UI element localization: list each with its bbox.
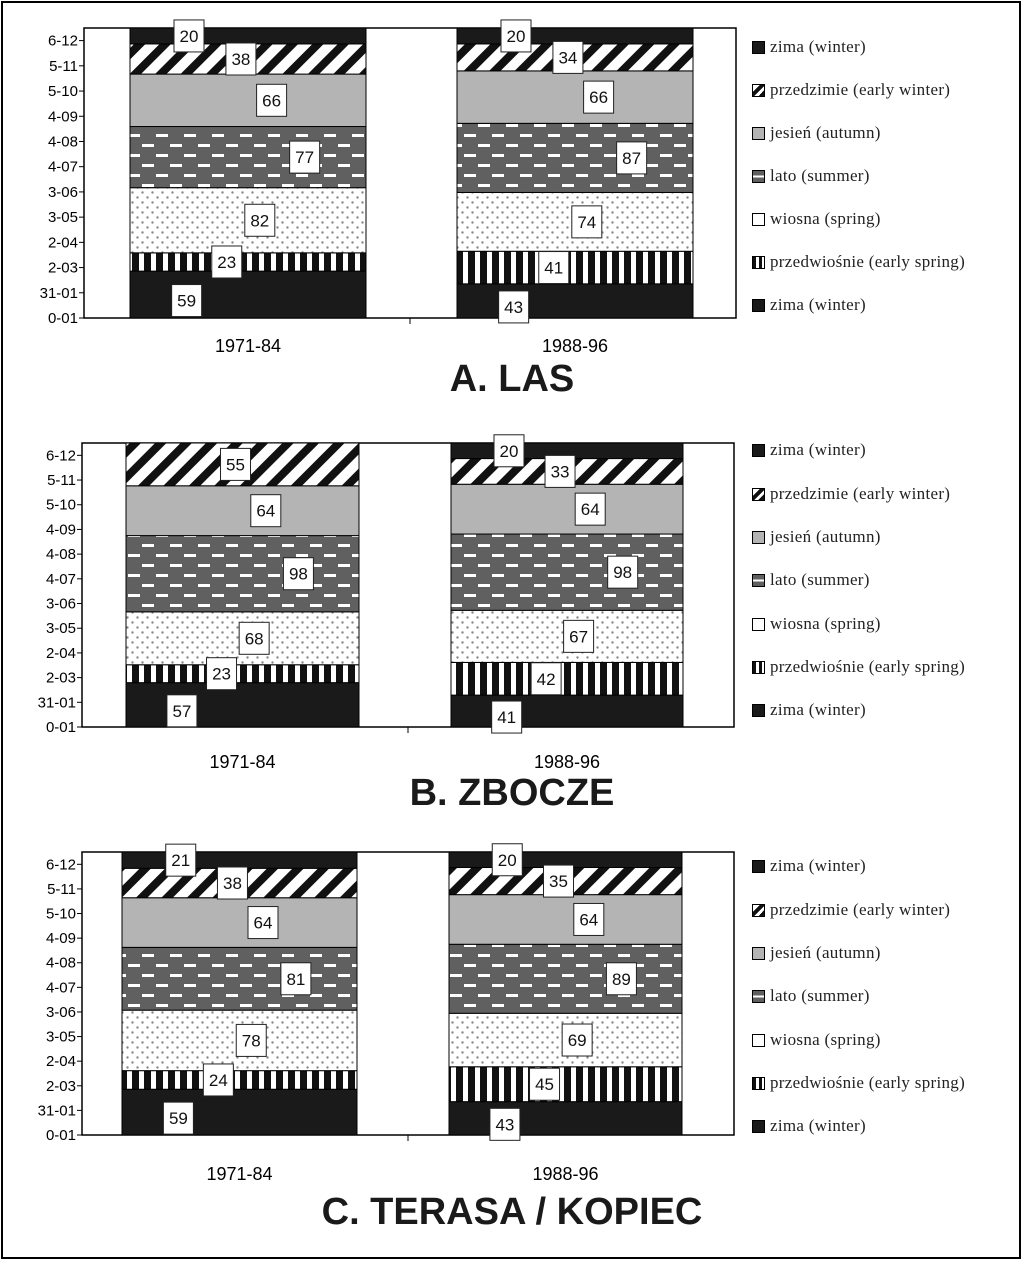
bar-segment-summer xyxy=(457,123,693,192)
legend-label: zima (winter) xyxy=(770,37,866,56)
legend-label: przedwiośnie (early spring) xyxy=(770,657,966,676)
legend-swatch xyxy=(752,574,765,587)
legend-swatch xyxy=(752,661,765,674)
legend-item xyxy=(752,985,870,1007)
legend-label: przedwiośnie (early spring) xyxy=(770,1073,966,1092)
y-tick-label: 3-06 xyxy=(45,1003,76,1021)
x-category-label: 1971-84 xyxy=(206,1164,273,1184)
bar-segment-winter-start xyxy=(122,1089,357,1135)
data-label: 57 xyxy=(172,701,192,721)
y-tick-label: 4-07 xyxy=(45,570,76,588)
legend-item xyxy=(752,36,866,58)
legend-item xyxy=(752,1115,866,1137)
data-label: 41 xyxy=(544,258,564,278)
bar-segment-early-spring xyxy=(457,251,693,284)
y-tick-label: 5-10 xyxy=(45,905,76,923)
data-label: 21 xyxy=(171,851,191,871)
legend-item xyxy=(752,251,965,273)
y-tick-label: 0-01 xyxy=(45,1127,76,1144)
bar-segment-autumn xyxy=(130,74,366,126)
y-tick-label: 0-01 xyxy=(45,719,76,736)
y-tick-label: 4-09 xyxy=(45,521,76,539)
data-label: 23 xyxy=(217,252,237,272)
y-tick-label: 3-05 xyxy=(45,1028,76,1046)
legend-swatch xyxy=(752,1034,765,1047)
panel-c xyxy=(0,830,1024,1260)
y-tick-label: 4-09 xyxy=(45,930,76,948)
panel-title: C. TERASA / KOPIEC xyxy=(321,1191,703,1233)
legend-item xyxy=(752,165,870,187)
bar-segment-autumn xyxy=(457,71,693,123)
data-label: 20 xyxy=(499,441,519,461)
y-tick-label: 2-03 xyxy=(47,259,78,277)
legend-swatch xyxy=(752,947,765,960)
data-label: 24 xyxy=(208,1070,228,1090)
x-category-label: 1988-96 xyxy=(533,752,601,772)
legend-item xyxy=(752,526,881,548)
data-label: 98 xyxy=(613,563,633,583)
x-category-label: 1988-96 xyxy=(532,1164,599,1184)
legend-swatch xyxy=(752,990,765,1003)
legend-swatch xyxy=(752,170,765,183)
data-label: 77 xyxy=(295,148,315,168)
legend-swatch xyxy=(752,41,765,54)
legend-item xyxy=(752,1029,881,1051)
data-label: 20 xyxy=(506,26,526,46)
legend-label: lato (summer) xyxy=(770,166,870,185)
legend-item xyxy=(752,942,881,964)
y-tick-label: 4-08 xyxy=(45,546,76,564)
legend-swatch xyxy=(752,299,765,312)
legend-item xyxy=(752,79,950,101)
panel-title: B. ZBOCZE xyxy=(409,772,615,814)
bar-segment-autumn xyxy=(122,898,357,948)
legend-label: zima (winter) xyxy=(770,440,866,459)
y-tick-label: 5-10 xyxy=(45,496,76,514)
legend-item xyxy=(752,439,866,461)
legend-label: zima (winter) xyxy=(770,1116,866,1135)
legend-label: przedzimie (early winter) xyxy=(770,900,951,919)
y-tick-label: 4-07 xyxy=(45,979,76,997)
y-tick-label: 31-01 xyxy=(37,694,76,712)
data-label: 41 xyxy=(497,708,517,728)
legend-item xyxy=(752,613,881,635)
data-label: 82 xyxy=(250,211,270,231)
legend-item xyxy=(752,483,950,505)
legend-item xyxy=(752,208,881,230)
y-tick-label: 5-11 xyxy=(49,57,78,75)
data-label: 64 xyxy=(256,501,276,521)
bar-segment-early-spring xyxy=(451,662,683,695)
legend-swatch xyxy=(752,904,765,917)
bar-segment-summer xyxy=(130,127,366,188)
legend-label: wiosna (spring) xyxy=(770,1030,881,1049)
legend-item xyxy=(752,656,965,678)
bar-segment-early-spring xyxy=(449,1067,682,1102)
legend-item xyxy=(752,1072,965,1094)
bar-segment-summer xyxy=(451,534,683,610)
y-tick-label: 3-06 xyxy=(45,595,76,613)
data-label: 38 xyxy=(231,49,251,69)
y-tick-label: 4-08 xyxy=(45,954,76,972)
y-tick-label: 0-01 xyxy=(47,310,78,327)
data-label: 64 xyxy=(253,913,273,933)
y-tick-label: 6-12 xyxy=(47,32,78,50)
legend-swatch xyxy=(752,444,765,457)
bar-segment-winter-start xyxy=(449,1102,682,1135)
legend-label: wiosna (spring) xyxy=(770,614,881,633)
bar-segment-early-spring xyxy=(122,1071,357,1090)
bar-segment-winter-start xyxy=(451,695,683,727)
x-category-label: 1988-96 xyxy=(541,336,609,356)
legend-swatch xyxy=(752,84,765,97)
y-tick-label: 3-05 xyxy=(45,620,76,638)
bar-segment-autumn xyxy=(126,486,359,536)
bar-segment-early-spring xyxy=(130,253,366,271)
y-tick-label: 2-03 xyxy=(45,1077,76,1095)
legend-label: zima (winter) xyxy=(770,856,866,875)
data-label: 34 xyxy=(558,48,578,68)
data-label: 69 xyxy=(567,1031,587,1051)
legend-item xyxy=(752,855,866,877)
data-label: 89 xyxy=(611,969,631,989)
y-tick-label: 31-01 xyxy=(37,1102,76,1120)
data-label: 33 xyxy=(550,462,570,482)
y-tick-label: 2-04 xyxy=(47,234,78,252)
data-label: 43 xyxy=(504,297,524,317)
data-label: 87 xyxy=(622,148,642,168)
legend-swatch xyxy=(752,618,765,631)
legend-label: jesień (autumn) xyxy=(770,943,881,962)
data-label: 23 xyxy=(212,664,231,684)
legend-swatch xyxy=(752,213,765,226)
bar-segment-early-spring xyxy=(126,665,359,683)
data-label: 35 xyxy=(549,872,568,892)
y-tick-label: 4-09 xyxy=(47,108,78,126)
data-label: 66 xyxy=(262,91,282,111)
legend-label: lato (summer) xyxy=(770,570,870,589)
data-label: 55 xyxy=(226,455,245,475)
bar-segment-autumn xyxy=(449,895,682,945)
data-label: 78 xyxy=(241,1031,261,1051)
y-tick-label: 2-04 xyxy=(45,644,76,662)
legend-item xyxy=(752,899,950,921)
legend-label: przedzimie (early winter) xyxy=(770,80,951,99)
data-label: 59 xyxy=(177,291,197,311)
data-label: 81 xyxy=(286,969,306,989)
legend-swatch xyxy=(752,531,765,544)
bar-segment-winter-start xyxy=(126,683,359,727)
legend-swatch xyxy=(752,127,765,140)
legend-swatch xyxy=(752,256,765,269)
legend-swatch xyxy=(752,1077,765,1090)
y-tick-label: 4-08 xyxy=(47,133,78,151)
data-label: 67 xyxy=(569,627,589,647)
panel-a xyxy=(0,0,1024,420)
bar-segment-winter-end xyxy=(130,28,366,44)
x-category-label: 1971-84 xyxy=(209,752,276,772)
y-tick-label: 5-11 xyxy=(47,472,76,490)
bar-segment-winter-end xyxy=(122,851,357,871)
legend-item xyxy=(752,122,881,144)
panel-b xyxy=(0,420,1024,830)
data-label: 42 xyxy=(536,669,556,689)
legend-label: zima (winter) xyxy=(770,295,866,314)
bar-segment-summer xyxy=(126,536,359,612)
y-tick-label: 5-11 xyxy=(47,880,76,898)
chart-zbocze xyxy=(0,420,1024,780)
legend-swatch xyxy=(752,860,765,873)
data-label: 64 xyxy=(579,910,599,930)
chart-las xyxy=(0,0,1024,360)
legend-item xyxy=(752,569,870,591)
legend-label: jesień (autumn) xyxy=(770,527,881,546)
bar-segment-winter-start xyxy=(130,271,366,318)
y-tick-label: 2-04 xyxy=(45,1053,76,1071)
legend-item xyxy=(752,294,866,316)
legend-swatch xyxy=(752,704,765,717)
data-label: 20 xyxy=(497,850,517,870)
legend-swatch xyxy=(752,488,765,501)
legend-label: przedwiośnie (early spring) xyxy=(770,252,966,271)
data-label: 59 xyxy=(168,1109,188,1129)
data-label: 64 xyxy=(580,500,600,520)
panel-title: A. LAS xyxy=(449,358,575,400)
data-label: 68 xyxy=(244,629,264,649)
legend-label: lato (summer) xyxy=(770,986,870,1005)
data-label: 98 xyxy=(288,564,308,584)
y-tick-label: 31-01 xyxy=(39,284,78,302)
bar-segment-summer xyxy=(122,947,357,1010)
bar-segment-autumn xyxy=(451,484,683,534)
y-tick-label: 3-05 xyxy=(47,209,78,227)
x-category-label: 1971-84 xyxy=(214,336,282,356)
y-tick-label: 6-12 xyxy=(45,856,76,874)
y-tick-label: 4-07 xyxy=(47,158,78,176)
legend-label: zima (winter) xyxy=(770,700,866,719)
legend-swatch xyxy=(752,1120,765,1133)
y-tick-label: 2-03 xyxy=(45,669,76,687)
bar-segment-winter-start xyxy=(457,284,693,318)
data-label: 43 xyxy=(495,1115,515,1135)
legend-label: jesień (autumn) xyxy=(770,123,881,142)
y-tick-label: 6-12 xyxy=(45,447,76,465)
data-label: 45 xyxy=(535,1075,554,1095)
chart-terasa-kopiec xyxy=(0,830,1024,1195)
legend-label: przedzimie (early winter) xyxy=(770,484,951,503)
data-label: 74 xyxy=(577,212,597,232)
data-label: 66 xyxy=(589,88,609,108)
y-tick-label: 5-10 xyxy=(47,83,78,101)
data-label: 20 xyxy=(179,26,199,46)
legend-item xyxy=(752,699,866,721)
legend-label: wiosna (spring) xyxy=(770,209,881,228)
bar-segment-summer xyxy=(449,944,682,1013)
data-label: 38 xyxy=(222,874,242,894)
y-tick-label: 3-06 xyxy=(47,183,78,201)
